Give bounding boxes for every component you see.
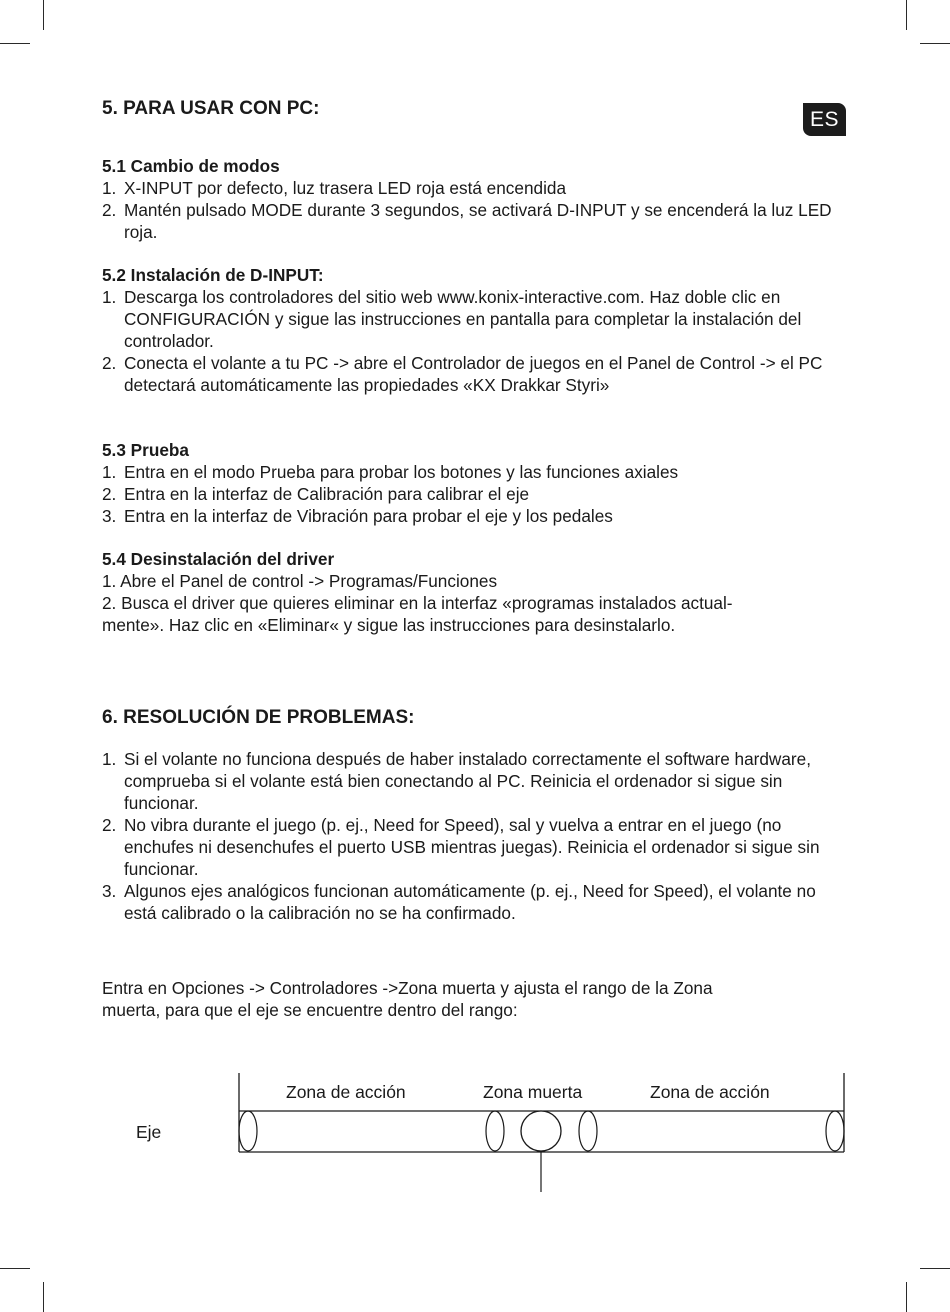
list-item-number: 1. (102, 462, 117, 482)
crop-mark-top-right-vertical (906, 0, 907, 30)
zone-label-center: Zona muerta (483, 1082, 583, 1102)
section-5-2 (102, 264, 848, 396)
list-item (102, 483, 848, 505)
uninstall-step-1: 1. Abre el Panel de control -> Programas/Funciones (102, 571, 498, 591)
zone-label-right: Zona de acción (650, 1082, 770, 1102)
crop-mark-top-left-vertical (43, 0, 44, 30)
list-item-text: Entra en la interfaz de Vibración para probar el eje y los pedales (124, 506, 613, 526)
list-item-number: 3. (102, 506, 117, 526)
list-item (102, 880, 848, 924)
crop-mark-bottom-left-horizontal (0, 1268, 30, 1269)
section-5-2-title: 5.2 Instalación de D-INPUT: (102, 265, 324, 285)
list-item-number: 2. (102, 815, 117, 835)
list-item (102, 814, 848, 880)
dead-zone-note-line-2: muerta, para que el eje se encuentre dentro del rango: (102, 1000, 518, 1020)
list-item (102, 177, 848, 199)
list-item-number: 2. (102, 200, 117, 220)
list-item-text: Conecta el volante a tu PC -> abre el Controlador de juegos en el Panel de Control -> el PC detectará automáticamente las propiedades «KX Drakkar Styri» (124, 353, 823, 395)
list-item-text: X-INPUT por defecto, luz trasera LED roja está encendida (124, 178, 567, 198)
list-item (102, 352, 848, 396)
list-item (102, 505, 848, 527)
list-item (102, 199, 848, 243)
section-5-3 (102, 439, 848, 527)
list-item-number: 1. (102, 749, 117, 769)
list-item-text: Entra en la interfaz de Calibración para calibrar el eje (124, 484, 530, 504)
section-5-1 (102, 155, 848, 243)
axis-right-end-ellipse (826, 1111, 844, 1151)
list-item-text: No vibra durante el juego (p. ej., Need for Speed), sal y vuelva a entrar en el juego (no enchufes ni desenchufes el puerto USB mientras juegas). Reinicia el ordenador si sigue sin funcionar. (124, 815, 820, 879)
language-badge: ES (803, 103, 846, 136)
troubleshooting-list (102, 748, 848, 924)
list-item-number: 2. (102, 353, 117, 373)
axis-center-knob (521, 1111, 561, 1151)
section-6-title: 6. RESOLUCIÓN DE PROBLEMAS: (102, 707, 415, 728)
dead-zone-note (102, 977, 848, 1021)
axis-label: Eje (136, 1122, 162, 1142)
crop-mark-bottom-left-vertical (43, 1282, 44, 1312)
section-5-1-title: 5.1 Cambio de modos (102, 156, 280, 176)
axis-left-end-ellipse (239, 1111, 257, 1151)
crop-mark-bottom-right-horizontal (920, 1268, 950, 1269)
dead-zone-left-boundary (486, 1111, 504, 1151)
list-item-number: 1. (102, 287, 117, 307)
list-item (102, 748, 848, 814)
list-item-number: 3. (102, 881, 117, 901)
list-item-text: Descarga los controladores del sitio web www.konix-interactive.com. Haz doble clic en CONFIGURACIÓN y sigue las instrucciones en pantalla para completar la instalación del controlador. (124, 287, 802, 351)
dead-zone-right-boundary (579, 1111, 597, 1151)
crop-mark-top-right-horizontal (920, 43, 950, 44)
crop-mark-top-left-horizontal (0, 43, 30, 44)
uninstall-step-2-continued: mente». Haz clic en «Eliminar« y sigue las instrucciones para desinstalarlo. (102, 615, 676, 635)
list-item-number: 1. (102, 178, 117, 198)
section-5-3-title: 5.3 Prueba (102, 440, 189, 460)
uninstall-step-2: 2. Busca el driver que quieres eliminar en la interfaz «programas instalados actual- (102, 593, 733, 613)
list-item (102, 461, 848, 483)
dead-zone-note-line-1: Entra en Opciones -> Controladores ->Zona muerta y ajusta el rango de la Zona (102, 978, 713, 998)
crop-mark-bottom-right-vertical (906, 1282, 907, 1312)
list-item-text: Si el volante no funciona después de haber instalado correctamente el software hardware, comprueba si el volante está bien conectando al PC. Reinicia el ordenador si sigue sin funcionar. (124, 749, 811, 813)
section-5-4 (102, 548, 848, 636)
list-item-text: Algunos ejes analógicos funcionan automáticamente (p. ej., Need for Speed), el volante no está calibrado o la calibración no se ha confirmado. (124, 881, 816, 923)
list-item (102, 286, 848, 352)
section-5-title: 5. PARA USAR CON PC: (102, 98, 320, 119)
list-item-number: 2. (102, 484, 117, 504)
section-5-4-title: 5.4 Desinstalación del driver (102, 549, 335, 569)
list-item-text: Entra en el modo Prueba para probar los botones y las funciones axiales (124, 462, 679, 482)
zone-label-left: Zona de acción (286, 1082, 406, 1102)
list-item-text: Mantén pulsado MODE durante 3 segundos, se activará D-INPUT y se encenderá la luz LED roja. (124, 200, 832, 242)
